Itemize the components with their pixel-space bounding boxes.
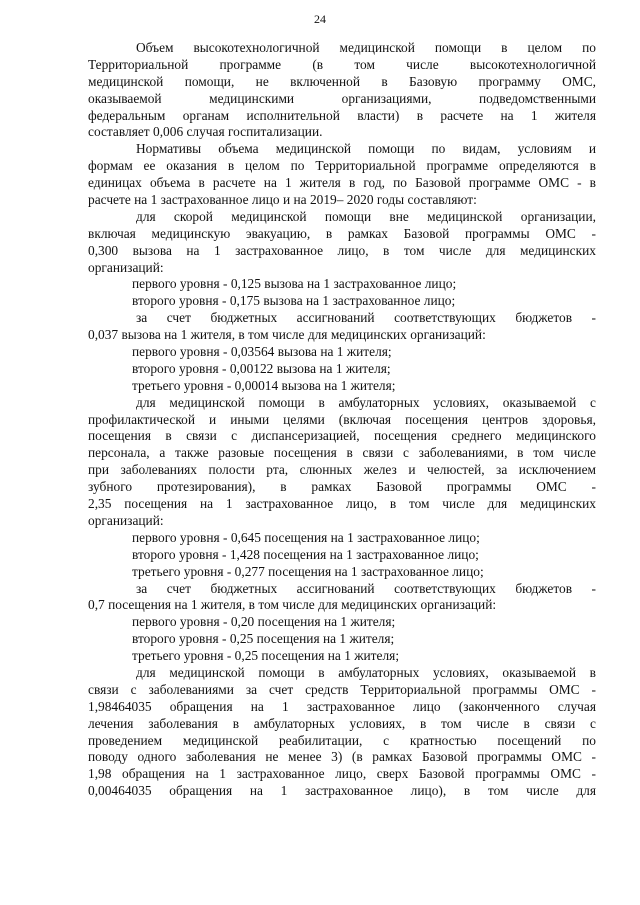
text-line: оказываемой медицинскими организациями, подведомственными [88, 90, 596, 106]
text-line: третьего уровня - 0,00014 вызова на 1 жителя; [132, 377, 396, 393]
text-line: третьего уровня - 0,277 посещения на 1 застрахованное лицо; [132, 563, 484, 579]
text-line: организаций: [88, 259, 164, 275]
text-line: 2,35 посещения на 1 застрахованное лицо, в том числе для медицинских [88, 496, 596, 512]
text-line: второго уровня - 0,00122 вызова на 1 жителя; [132, 360, 391, 376]
text-line: федеральным органам исполнительной власти) в расчете на 1 жителя [88, 107, 596, 123]
text-line: первого уровня - 0,645 посещения на 1 застрахованное лицо; [132, 529, 480, 545]
text-line: 1,98 обращения на 1 застрахованное лицо, сверх Базовой программы ОМС - [88, 766, 596, 782]
text-line: 1,98464035 обращения на 1 застрахованное лицо (законченного случая [88, 698, 596, 714]
text-line: связи с заболеваниями за счет средств Территориальной программы ОМС - [88, 681, 596, 697]
text-line: составляет 0,006 случая госпитализации. [88, 124, 323, 140]
text-line: единицах объема в расчете на 1 жителя в год, по Базовой программе ОМС - в [88, 175, 596, 191]
text-line: 0,7 посещения на 1 жителя, в том числе для медицинских организаций: [88, 597, 497, 613]
text-line: 0,300 вызова на 1 застрахованное лицо, в том числе для медицинских [88, 242, 596, 258]
text-line: второго уровня - 0,25 посещения на 1 жителя; [132, 631, 395, 647]
text-line: включая медицинскую эвакуацию, в рамках Базовой программы ОМС - [88, 225, 596, 241]
text-line: 0,00464035 обращения на 1 застрахованное лицо), в том числе для [88, 783, 596, 799]
text-line: Территориальной программе (в том числе высокотехнологичной [88, 56, 596, 72]
text-line: зубного протезирования), в рамках Базовой программы ОМС - [88, 479, 596, 495]
text-line: персонала, а также разовые посещения в связи с заболеваниями, в том числе [88, 445, 596, 461]
text-line: Объем высокотехнологичной медицинской помощи в целом по [136, 40, 596, 55]
text-line: первого уровня - 0,20 посещения на 1 жителя; [132, 614, 396, 630]
text-line: второго уровня - 0,175 вызова на 1 застрахованное лицо; [132, 293, 456, 309]
text-line: расчете на 1 застрахованное лицо и на 2019– 2020 годы составляют: [88, 192, 477, 208]
text-line: для скорой медицинской помощи вне медицинской организации, [136, 208, 596, 224]
text-line: профилактической и иными целями (включая посещения центров здоровья, [88, 411, 596, 427]
text-line: первого уровня - 0,03564 вызова на 1 жителя; [132, 344, 392, 360]
text-line: второго уровня - 1,428 посещения на 1 застрахованное лицо; [132, 546, 479, 562]
page-number: 24 [314, 12, 326, 26]
text-line: поводу одного заболевания не менее 3) (в рамках Базовой программы ОМС - [88, 749, 596, 765]
text-line: третьего уровня - 0,25 посещения на 1 жителя; [132, 648, 400, 664]
text-line: для медицинской помощи в амбулаторных условиях, оказываемой с [136, 394, 596, 410]
text-line: при заболеваниях полости рта, слюнных желез и челюстей, за исключением [88, 462, 596, 478]
text-line: 0,037 вызова на 1 жителя, в том числе для медицинских организаций: [88, 327, 486, 343]
text-line: организаций: [88, 512, 164, 528]
text-line: медицинской помощи, не включенной в Базовую программу ОМС, [88, 73, 596, 89]
text-line: лечения заболевания в амбулаторных условиях, в том числе в связи с [88, 715, 596, 731]
text-line: Нормативы объема медицинской помощи по видам, условиям и [136, 141, 596, 157]
text-line: за счет бюджетных ассигнований соответствующих бюджетов - [136, 580, 596, 596]
text-line: посещения в связи с диспансеризацией, посещения среднего медицинского [88, 428, 596, 444]
document-body [88, 40, 596, 800]
text-line: за счет бюджетных ассигнований соответствующих бюджетов - [136, 310, 596, 326]
text-line: первого уровня - 0,125 вызова на 1 застрахованное лицо; [132, 276, 457, 292]
text-line: формам ее оказания в целом по Территориальной программе определяются в [88, 158, 596, 174]
text-line: для медицинской помощи в амбулаторных условиях, оказываемой в [136, 664, 596, 680]
text-line: проведением медицинской реабилитации, с кратностью посещений по [88, 732, 596, 748]
